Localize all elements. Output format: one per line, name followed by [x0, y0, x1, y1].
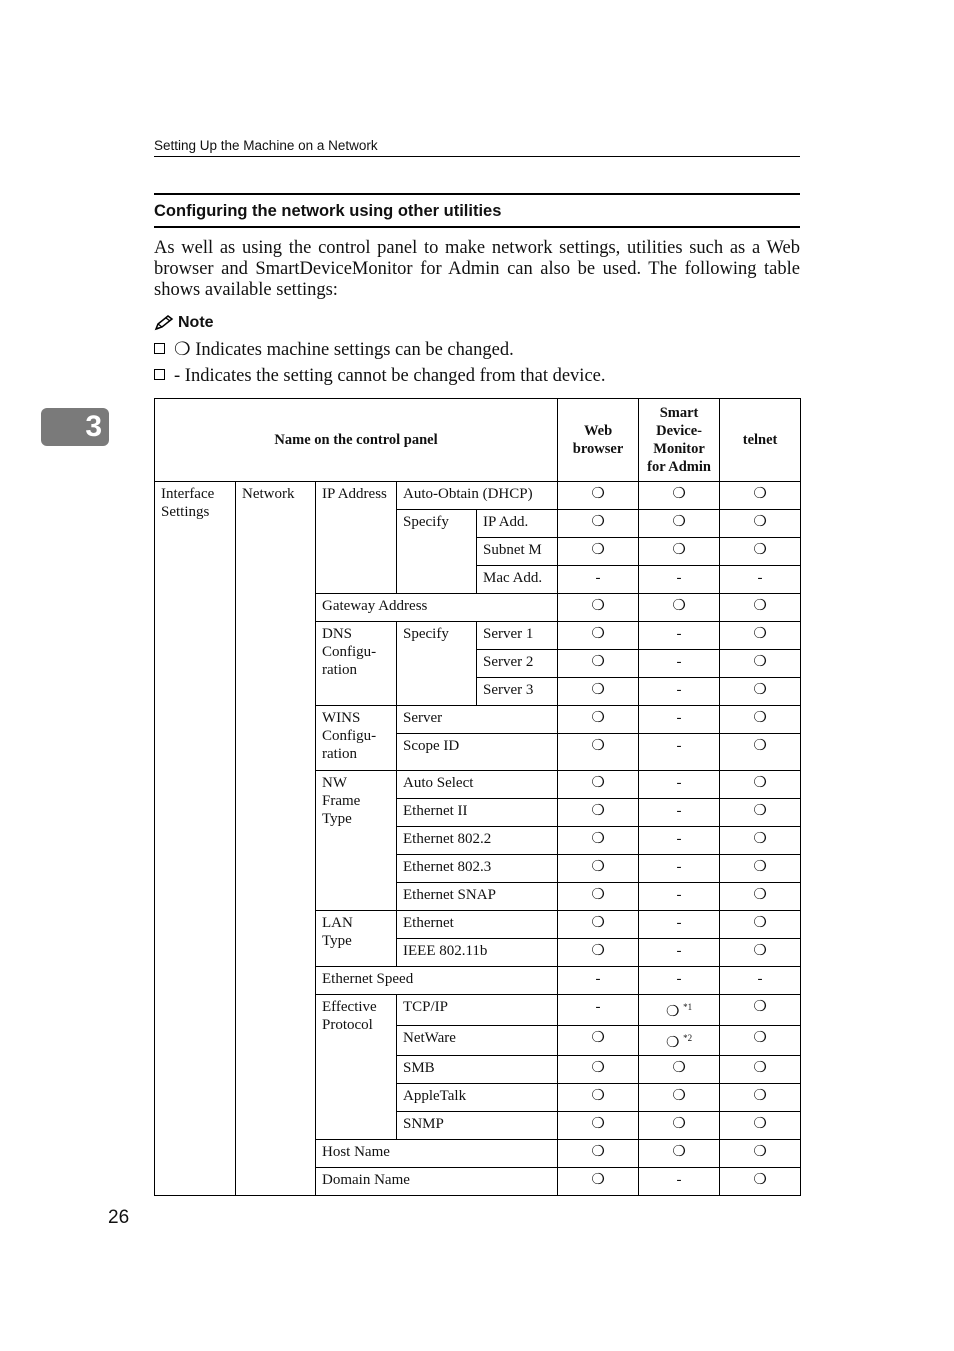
- cell-telnet: ❍: [720, 799, 801, 827]
- cell-web: ❍: [558, 622, 639, 650]
- cell-telnet: ❍: [720, 482, 801, 510]
- row-label: NetWare: [397, 1026, 558, 1056]
- row-label: TCP/IP: [397, 995, 558, 1026]
- cell-telnet: ❍: [720, 911, 801, 939]
- cell-web: ❍: [558, 734, 639, 771]
- cell-telnet: ❍: [720, 1084, 801, 1112]
- cell-web: ❍: [558, 482, 639, 510]
- row-label: Auto-Obtain (DHCP): [397, 482, 558, 510]
- cell-web: ❍: [558, 1140, 639, 1168]
- row-label: SNMP: [397, 1112, 558, 1140]
- cell-web: ❍: [558, 706, 639, 734]
- note-heading: [154, 314, 214, 332]
- cell-telnet: ❍: [720, 622, 801, 650]
- note-item: [154, 339, 514, 361]
- row-label: Server 1: [477, 622, 558, 650]
- cell-sdm: -: [639, 827, 720, 855]
- row-label: Server 2: [477, 650, 558, 678]
- header-name: Name on the control panel: [155, 399, 558, 482]
- cell-web: ❍: [558, 510, 639, 538]
- cell-sdm: ❍ $^{*1}$: [639, 995, 720, 1026]
- checkbox-bullet-icon: [154, 343, 165, 354]
- cell-web: ❍: [558, 594, 639, 622]
- cell-web: ❍: [558, 827, 639, 855]
- cell-web: ❍: [558, 771, 639, 799]
- row-label: Ethernet: [397, 911, 558, 939]
- row-label: IP Add.: [477, 510, 558, 538]
- row-label: Domain Name: [316, 1168, 558, 1196]
- cell-telnet: -: [720, 566, 801, 594]
- cell-sdm: ❍: [639, 538, 720, 566]
- cell-web: ❍: [558, 855, 639, 883]
- group-nw-frame-type: NW Frame Type: [316, 771, 397, 911]
- page-number: 26: [108, 1207, 130, 1228]
- note-text: - Indicates the setting cannot be changed from that device.: [174, 366, 606, 386]
- row-label: Ethernet Speed: [316, 967, 558, 995]
- group-network: Network: [236, 482, 316, 1196]
- cell-web: ❍: [558, 538, 639, 566]
- group-wins-configuration: WINS Configu- ration: [316, 706, 397, 771]
- row-label: Scope ID: [397, 734, 558, 771]
- cell-web: ❍: [558, 650, 639, 678]
- cell-sdm: ❍: [639, 510, 720, 538]
- cell-sdm: -: [639, 678, 720, 706]
- chapter-tab: [41, 408, 109, 446]
- pencil-icon: [154, 315, 174, 331]
- cell-sdm: ❍ $^{*2}$: [639, 1026, 720, 1056]
- cell-telnet: ❍: [720, 883, 801, 911]
- cell-sdm: -: [639, 650, 720, 678]
- section-title: Configuring the network using other utilities: [154, 193, 800, 228]
- cell-sdm: -: [639, 911, 720, 939]
- cell-web: ❍: [558, 939, 639, 967]
- note-item: [154, 366, 606, 387]
- cell-sdm: -: [639, 622, 720, 650]
- table-row: [155, 482, 801, 510]
- row-label: IEEE 802.11b: [397, 939, 558, 967]
- header-web-browser: Web browser: [558, 399, 639, 482]
- cell-web: -: [558, 967, 639, 995]
- cell-sdm: -: [639, 939, 720, 967]
- cell-web: ❍: [558, 799, 639, 827]
- cell-telnet: ❍: [720, 510, 801, 538]
- cell-sdm: -: [639, 771, 720, 799]
- cell-sdm: -: [639, 799, 720, 827]
- header-smartdevicemonitor: Smart Device- Monitor for Admin: [639, 399, 720, 482]
- row-label: Server 3: [477, 678, 558, 706]
- cell-sdm: -: [639, 706, 720, 734]
- cell-telnet: ❍: [720, 939, 801, 967]
- note-label: Note: [178, 314, 214, 331]
- cell-web: ❍: [558, 911, 639, 939]
- footnote-marker: *2: [683, 1033, 693, 1043]
- row-label: SMB: [397, 1056, 558, 1084]
- cell-telnet: ❍: [720, 827, 801, 855]
- cell-web: -: [558, 995, 639, 1026]
- row-label: Host Name: [316, 1140, 558, 1168]
- running-header: Setting Up the Machine on a Network: [154, 138, 800, 157]
- cell-sdm: ❍: [639, 594, 720, 622]
- cell-sdm: -: [639, 855, 720, 883]
- cell-telnet: ❍: [720, 1026, 801, 1056]
- group-interface-settings: Interface Settings: [155, 482, 236, 1196]
- row-label: Subnet M: [477, 538, 558, 566]
- row-label: Ethernet 802.2: [397, 827, 558, 855]
- settings-table: [154, 398, 801, 1196]
- cell-telnet: ❍: [720, 1140, 801, 1168]
- table-header-row: [155, 399, 801, 482]
- cell-telnet: ❍: [720, 650, 801, 678]
- row-label: AppleTalk: [397, 1084, 558, 1112]
- row-label: Mac Add.: [477, 566, 558, 594]
- cell-sdm: -: [639, 734, 720, 771]
- cell-telnet: ❍: [720, 1112, 801, 1140]
- cell-web: ❍: [558, 883, 639, 911]
- intro-paragraph: As well as using the control panel to make network settings, utilities such as a Web browser and SmartDeviceMonitor for Admin can also be used. The following table shows available settings:: [154, 238, 800, 300]
- cell-web: -: [558, 566, 639, 594]
- cell-telnet: ❍: [720, 594, 801, 622]
- row-label: Gateway Address: [316, 594, 558, 622]
- cell-sdm: ❍: [639, 1056, 720, 1084]
- cell-sdm: -: [639, 566, 720, 594]
- group-specify: Specify: [397, 622, 477, 706]
- header-telnet: telnet: [720, 399, 801, 482]
- cell-telnet: ❍: [720, 678, 801, 706]
- cell-web: ❍: [558, 678, 639, 706]
- cell-web: ❍: [558, 1026, 639, 1056]
- cell-sdm: ❍: [639, 1140, 720, 1168]
- chapter-number: 3: [85, 410, 102, 443]
- row-label: Ethernet II: [397, 799, 558, 827]
- cell-telnet: -: [720, 967, 801, 995]
- cell-sdm: ❍: [639, 482, 720, 510]
- row-label: Auto Select: [397, 771, 558, 799]
- group-effective-protocol: Effective Protocol: [316, 995, 397, 1140]
- row-label: Ethernet SNAP: [397, 883, 558, 911]
- group-lan-type: LAN Type: [316, 911, 397, 967]
- row-label: Server: [397, 706, 558, 734]
- row-label: Ethernet 802.3: [397, 855, 558, 883]
- cell-telnet: ❍: [720, 995, 801, 1026]
- cell-web: ❍: [558, 1112, 639, 1140]
- cell-web: ❍: [558, 1168, 639, 1196]
- group-ip-address: IP Address: [316, 482, 397, 594]
- cell-telnet: ❍: [720, 1168, 801, 1196]
- cell-telnet: ❍: [720, 855, 801, 883]
- cell-sdm: -: [639, 1168, 720, 1196]
- cell-telnet: ❍: [720, 771, 801, 799]
- cell-sdm: ❍: [639, 1112, 720, 1140]
- cell-sdm: ❍: [639, 1084, 720, 1112]
- cell-telnet: ❍: [720, 706, 801, 734]
- checkbox-bullet-icon: [154, 369, 165, 380]
- cell-telnet: ❍: [720, 734, 801, 771]
- footnote-marker: *1: [683, 1002, 693, 1012]
- cell-sdm: -: [639, 883, 720, 911]
- cell-sdm: -: [639, 967, 720, 995]
- group-specify: Specify: [397, 510, 477, 594]
- note-text: ❍ Indicates machine settings can be changed.: [174, 340, 514, 360]
- group-dns-configuration: DNS Configu- ration: [316, 622, 397, 706]
- cell-web: ❍: [558, 1056, 639, 1084]
- cell-web: ❍: [558, 1084, 639, 1112]
- cell-telnet: ❍: [720, 538, 801, 566]
- cell-telnet: ❍: [720, 1056, 801, 1084]
